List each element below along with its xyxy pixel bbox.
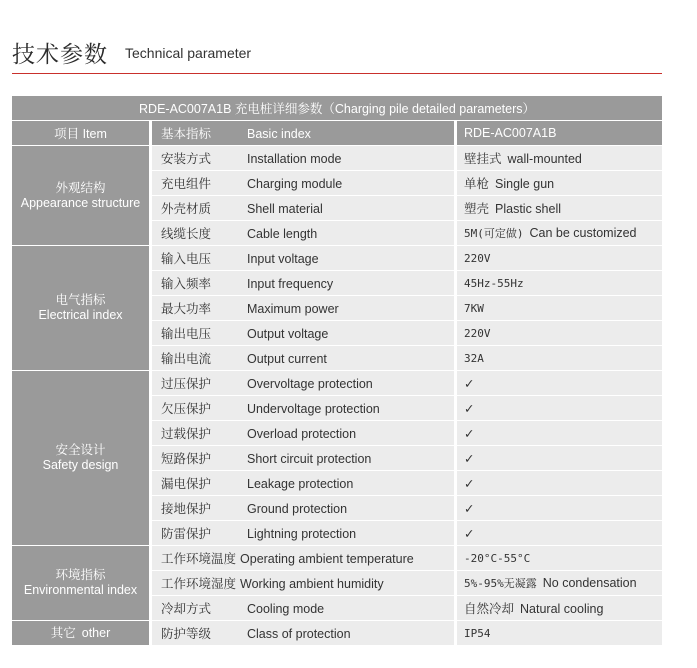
value-cell — [454, 446, 662, 471]
value-cell — [454, 421, 662, 446]
group-label — [12, 371, 152, 546]
param-name-cn: 短路保护 — [161, 452, 212, 466]
value-primary: -20°C-55°C — [464, 552, 531, 565]
param-name-cn: 线缆长度 — [161, 227, 212, 241]
value-secondary: Single gun — [495, 177, 555, 191]
value-primary: 壁挂式 — [464, 152, 502, 166]
param-cell — [152, 421, 454, 446]
param-name-cn: 过载保护 — [161, 427, 212, 441]
value-cell — [454, 346, 662, 371]
group-label-en: other — [81, 625, 111, 640]
param-name-en: Overvoltage protection — [247, 377, 373, 391]
value-cell — [454, 571, 662, 596]
value-cell — [454, 371, 662, 396]
param-name-cn: 接地保护 — [161, 502, 212, 516]
param-name-en: Working ambient humidity — [240, 577, 384, 591]
check-icon: ✓ — [464, 525, 475, 541]
param-name-en: Leakage protection — [247, 477, 354, 491]
table-row — [12, 546, 662, 571]
header-item: 项目 Item — [12, 121, 152, 146]
group-label-cn: 其它 — [50, 625, 76, 640]
group-label — [12, 246, 152, 371]
check-icon: ✓ — [464, 450, 475, 466]
param-cell — [152, 471, 454, 496]
value-primary: 单枪 — [464, 177, 490, 191]
param-name-en: Maximum power — [247, 302, 339, 316]
param-cell — [152, 521, 454, 546]
param-name-en: Output current — [247, 352, 327, 366]
value-cell — [454, 271, 662, 296]
group-label — [12, 146, 152, 246]
page-header — [12, 30, 662, 76]
table-row — [12, 246, 662, 271]
param-cell — [152, 171, 454, 196]
param-cell — [152, 246, 454, 271]
param-name-en: Charging module — [247, 177, 343, 191]
value-secondary: Can be customized — [529, 226, 637, 240]
value-primary: IP54 — [464, 627, 491, 640]
group-label-cn: 环境指标 — [55, 568, 106, 582]
page-title-cn: 技术参数 — [12, 42, 108, 68]
param-name-cn: 漏电保护 — [161, 477, 212, 491]
param-name-cn: 工作环境湿度 — [161, 577, 237, 591]
table-row — [12, 371, 662, 396]
param-cell — [152, 596, 454, 621]
value-cell — [454, 321, 662, 346]
param-name-cn: 防雷保护 — [161, 527, 212, 541]
param-name-en: Input voltage — [247, 252, 319, 266]
group-label-cn: 外观结构 — [55, 180, 106, 195]
value-secondary: Plastic shell — [495, 202, 562, 216]
param-name-en: Installation mode — [247, 152, 342, 166]
param-cell — [152, 346, 454, 371]
value-cell — [454, 471, 662, 496]
group-label-en: Appearance structure — [20, 195, 141, 210]
param-name-cn: 输入频率 — [161, 277, 212, 291]
param-cell — [152, 296, 454, 321]
group-label-en: Safety design — [42, 458, 119, 472]
param-name-cn: 输出电流 — [161, 352, 212, 366]
value-primary: 塑壳 — [464, 202, 490, 216]
param-name-en: Class of protection — [247, 627, 351, 641]
param-name-cn: 欠压保护 — [161, 402, 212, 416]
param-name-cn: 过压保护 — [161, 377, 212, 391]
value-cell — [454, 196, 662, 221]
param-name-cn: 外壳材质 — [161, 202, 212, 216]
param-name-en: Cooling mode — [247, 602, 325, 616]
check-icon: ✓ — [464, 400, 475, 416]
param-name-en: Ground protection — [247, 502, 348, 516]
value-cell — [454, 296, 662, 321]
param-name-cn: 最大功率 — [161, 302, 212, 316]
param-cell — [152, 496, 454, 521]
param-name-en: Output voltage — [247, 327, 329, 341]
group-label-cn: 安全设计 — [55, 443, 106, 457]
table-banner-row — [12, 96, 662, 121]
param-name-en: Shell material — [247, 202, 323, 216]
param-name-en: Overload protection — [247, 427, 357, 441]
value-cell — [454, 546, 662, 571]
group-label — [12, 546, 152, 621]
param-name-en: Lightning protection — [247, 527, 357, 541]
value-cell — [454, 221, 662, 246]
param-cell — [152, 221, 454, 246]
param-name-cn: 工作环境温度 — [161, 552, 237, 566]
table-header-row — [12, 121, 662, 146]
header-divider — [12, 73, 662, 74]
check-icon: ✓ — [464, 475, 475, 491]
param-name-en: Input frequency — [247, 277, 334, 291]
value-cell — [454, 396, 662, 421]
value-cell — [454, 596, 662, 621]
value-cell — [454, 246, 662, 271]
table-banner: RDE-AC007A1B 充电桩详细参数（Charging pile detailed parameters） — [12, 96, 662, 121]
value-primary: 220V — [464, 327, 491, 340]
param-name-cn: 充电组件 — [161, 177, 212, 191]
param-name-cn: 输出电压 — [161, 327, 212, 341]
param-cell — [152, 396, 454, 421]
param-name-cn: 安装方式 — [161, 152, 212, 166]
param-cell — [152, 146, 454, 171]
param-cell — [152, 621, 454, 646]
header-basic-en: Basic index — [247, 127, 311, 141]
check-icon: ✓ — [464, 500, 475, 516]
param-cell — [152, 571, 454, 596]
group-label-en: Environmental index — [23, 583, 138, 597]
param-name-en: Undervoltage protection — [247, 402, 380, 416]
param-name-cn: 冷却方式 — [161, 602, 212, 616]
value-secondary: Natural cooling — [520, 602, 604, 616]
param-name-en: Short circuit protection — [247, 452, 372, 466]
page-title-en: Technical parameter — [125, 45, 252, 61]
value-primary: 7KW — [464, 302, 484, 315]
param-cell — [152, 271, 454, 296]
group-label-cn: 电气指标 — [55, 293, 106, 307]
value-cell — [454, 171, 662, 196]
header-basic-index — [152, 121, 454, 146]
param-name-cn: 防护等级 — [161, 627, 212, 641]
value-cell — [454, 621, 662, 646]
value-cell — [454, 146, 662, 171]
value-primary: 5M(可定做) — [464, 227, 524, 240]
table-row — [12, 621, 662, 646]
check-icon: ✓ — [464, 375, 475, 391]
spec-table — [12, 96, 662, 646]
param-cell — [152, 321, 454, 346]
check-icon: ✓ — [464, 425, 475, 441]
value-primary: 5%-95%无凝露 — [464, 577, 537, 590]
value-primary: 220V — [464, 252, 491, 265]
value-secondary: wall-mounted — [507, 152, 582, 166]
value-primary: 45Hz-55Hz — [464, 277, 524, 290]
param-cell — [152, 196, 454, 221]
param-cell — [152, 546, 454, 571]
header-model: RDE-AC007A1B — [454, 121, 662, 146]
param-name-en: Cable length — [247, 227, 318, 241]
value-cell — [454, 496, 662, 521]
value-secondary: No condensation — [542, 576, 637, 590]
param-cell — [152, 371, 454, 396]
value-cell — [454, 521, 662, 546]
param-name-en: Operating ambient temperature — [240, 552, 414, 566]
param-name-cn: 输入电压 — [161, 252, 212, 266]
table-row — [12, 146, 662, 171]
value-primary: 自然冷却 — [464, 602, 515, 616]
group-label-en: Electrical index — [38, 308, 123, 322]
spec-body — [12, 146, 662, 646]
param-cell — [152, 446, 454, 471]
group-label — [12, 621, 152, 646]
header-basic-cn: 基本指标 — [161, 127, 212, 141]
value-primary: 32A — [464, 352, 484, 365]
